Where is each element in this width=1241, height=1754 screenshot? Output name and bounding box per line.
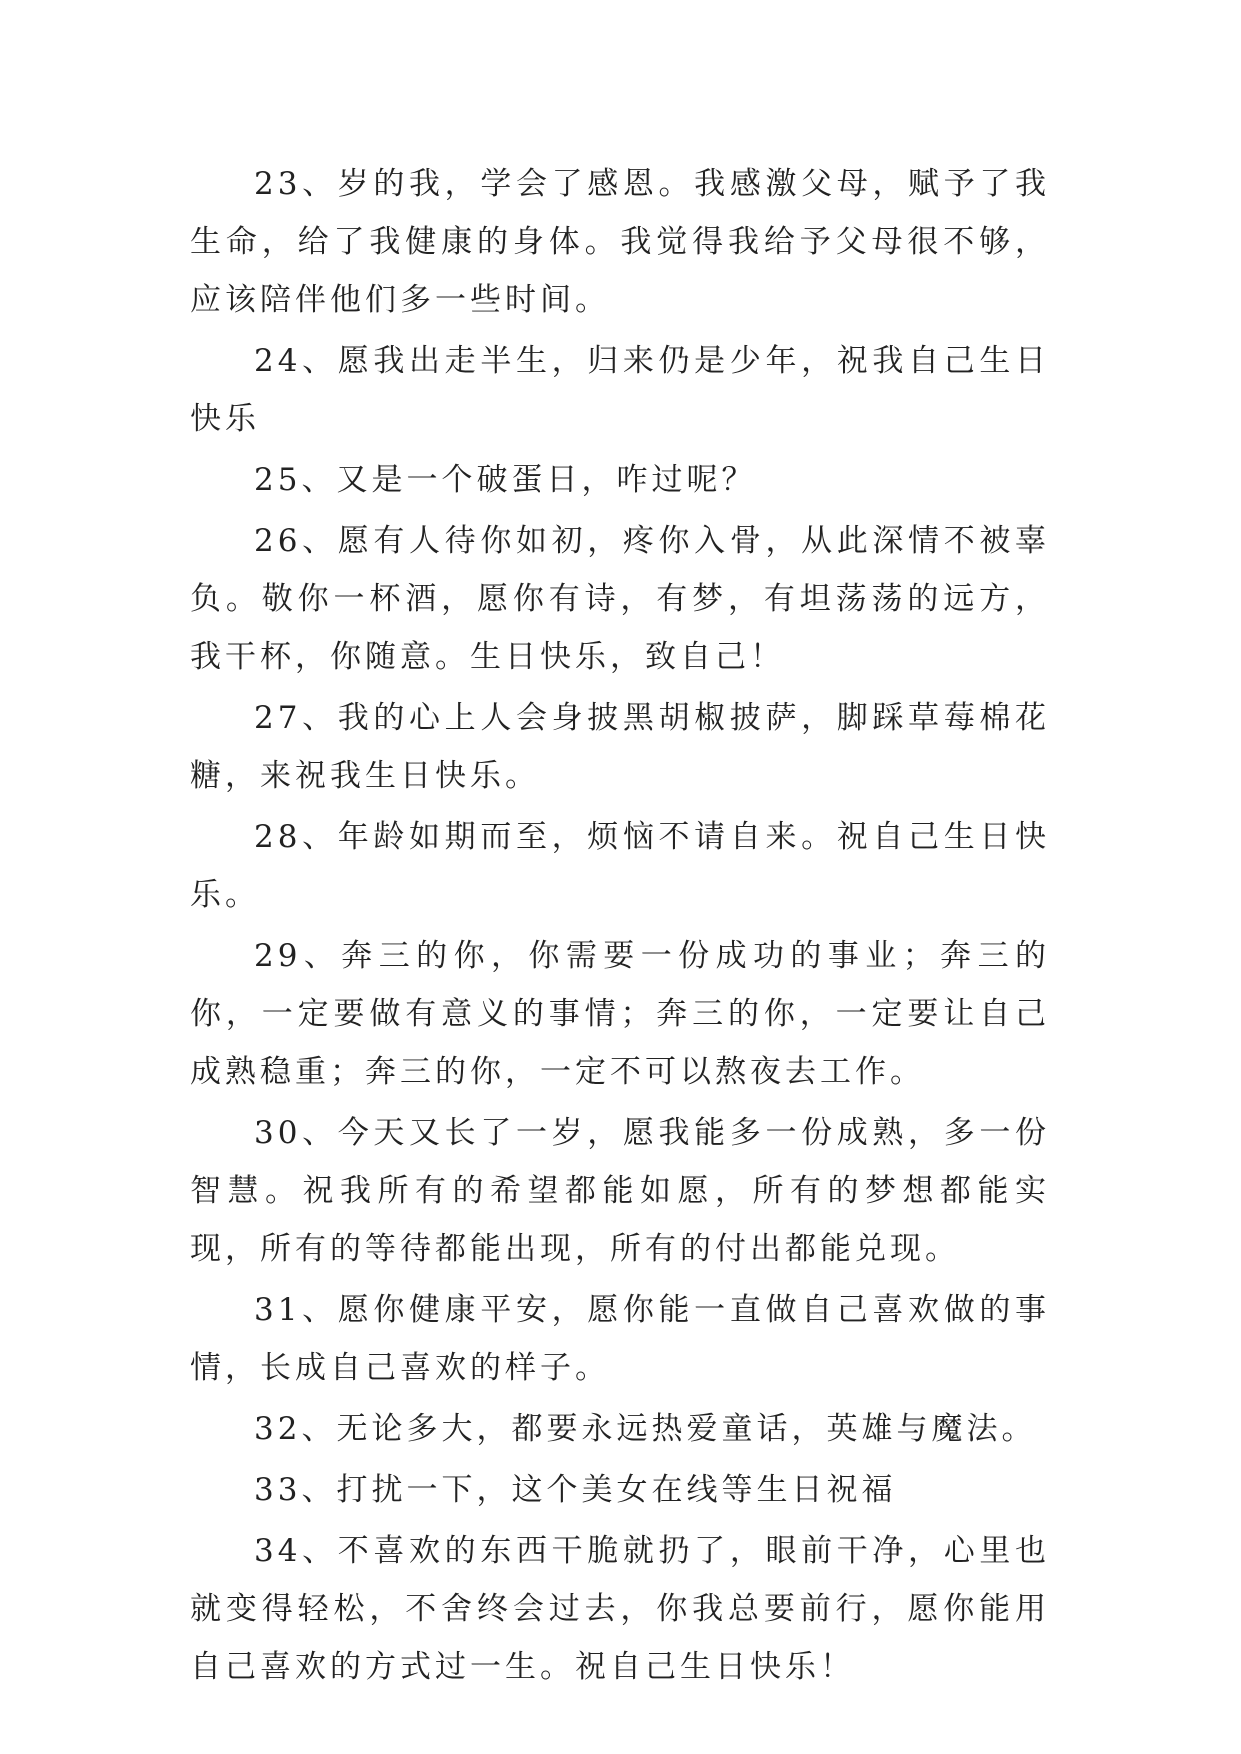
paragraph-31: 31、愿你健康平安，愿你能一直做自己喜欢做的事情，长成自己喜欢的样子。 (190, 1292, 1050, 1386)
paragraph-27: 27、我的心上人会身披黑胡椒披萨，脚踩草莓棉花糖，来祝我生日快乐。 (190, 700, 1050, 794)
paragraph-24: 24、愿我出走半生，归来仍是少年，祝我自己生日快乐 (190, 343, 1050, 437)
paragraph-33: 33、打扰一下，这个美女在线等生日祝福 (254, 1472, 897, 1508)
paragraph-23: 23、岁的我，学会了感恩。我感激父母，赋予了我生命，给了我健康的身体。我觉得我给予父母很不够，应该陪伴他们多一些时间。 (190, 166, 1050, 318)
document-body (190, 155, 1050, 1699)
paragraph-30: 30、今天又长了一岁，愿我能多一份成熟，多一份智慧。祝我所有的希望都能如愿，所有的梦想都能实现，所有的等待都能出现，所有的付出都能兑现。 (190, 1115, 1050, 1267)
paragraph-29: 29、奔三的你，你需要一份成功的事业；奔三的你，一定要做有意义的事情；奔三的你，一定要让自己成熟稳重；奔三的你，一定不可以熬夜去工作。 (190, 938, 1050, 1090)
paragraph-32: 32、无论多大，都要永远热爱童话，英雄与魔法。 (254, 1411, 1037, 1447)
paragraph-28: 28、年龄如期而至，烦恼不请自来。祝自己生日快乐。 (190, 819, 1050, 913)
paragraph-34: 34、不喜欢的东西干脆就扔了，眼前干净，心里也就变得轻松，不舍终会过去，你我总要前行，愿你能用自己喜欢的方式过一生。祝自己生日快乐！ (190, 1533, 1050, 1685)
paragraph-25: 25、又是一个破蛋日，咋过呢？ (254, 462, 757, 498)
paragraph-26: 26、愿有人待你如初，疼你入骨，从此深情不被辜负。敬你一杯酒，愿你有诗，有梦，有坦荡荡的远方，我干杯，你随意。生日快乐，致自己！ (190, 523, 1050, 675)
